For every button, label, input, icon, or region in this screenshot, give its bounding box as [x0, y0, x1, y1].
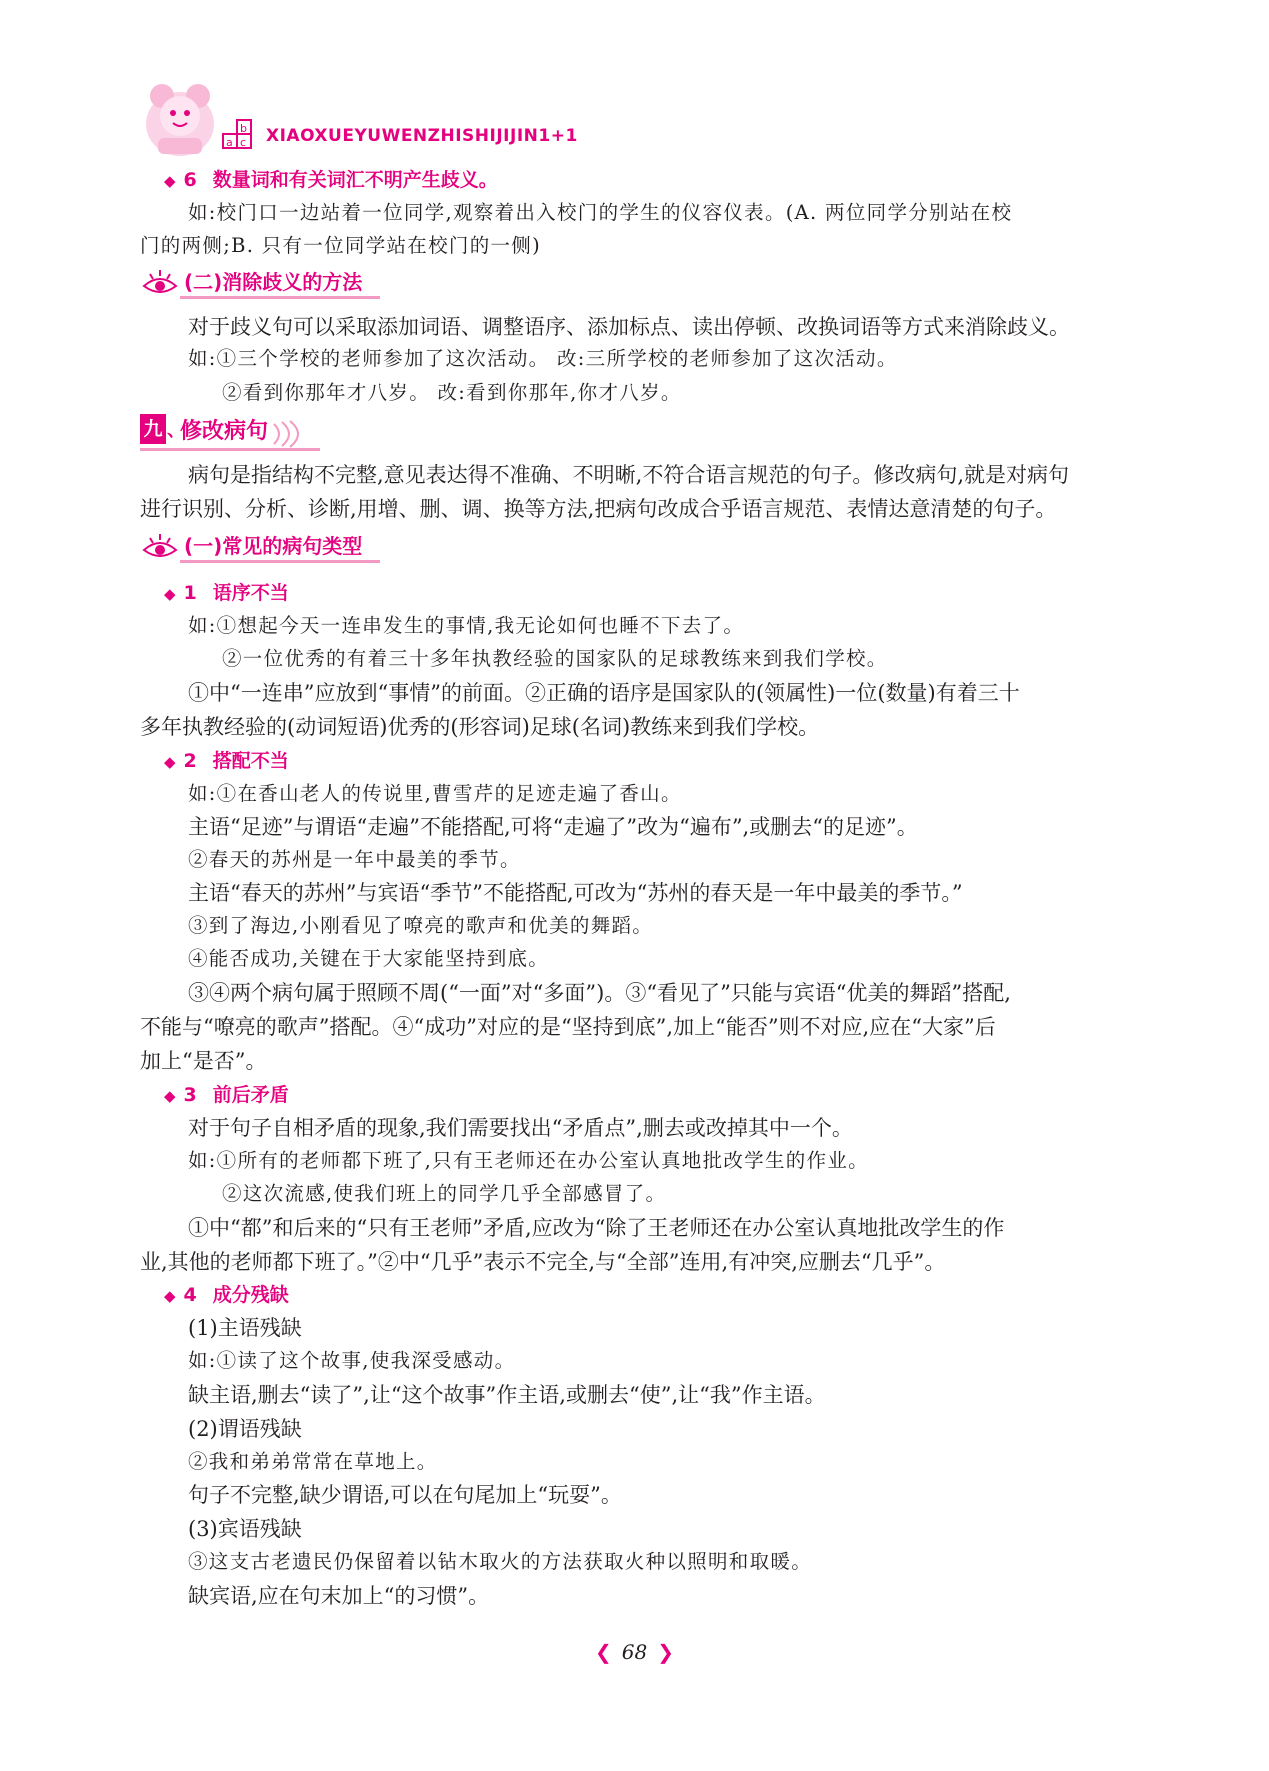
example-line: ②我和弟弟常常在草地上。 [188, 1450, 438, 1473]
example-line: 门的两侧;B. 只有一位同学站在校门的一侧) [140, 234, 542, 257]
abc-blocks-icon [222, 118, 266, 154]
example-line: ③这支古老遗民仍保留着以钻木取火的方法获取火种以照明和取暖。 [188, 1550, 813, 1573]
paragraph: 缺主语,删去“读了”,让“这个故事”作主语,或删去“使”,让“我”作主语。 [188, 1383, 826, 1407]
type1-heading: ◆ 1 语序不当 [164, 582, 289, 604]
paragraph: 对于歧义句可以采取添加词语、调整语序、添加标点、读出停顿、改换词语等方式来消除歧义。 [188, 315, 1070, 339]
chapter-title: 修改病句 [180, 419, 269, 444]
paragraph: ①中“一连串”应放到“事情”的前面。②正确的语序是国家队的(领属性)一位(数量)有着三十 [188, 681, 1020, 705]
diamond-bullet-icon: ◆ [164, 172, 176, 190]
sub-label: (3)宾语残缺 [188, 1517, 302, 1541]
svg-text:a: a [226, 136, 233, 149]
example-line: ④能否成功,关键在于大家能坚持到底。 [188, 947, 550, 970]
example-line: ③到了海边,小刚看见了嘹亮的歌声和优美的舞蹈。 [188, 914, 654, 937]
paragraph: 句子不完整,缺少谓语,可以在句尾加上“玩耍”。 [188, 1483, 622, 1507]
paragraph: 不能与“嘹亮的歌声”搭配。④“成功”对应的是“坚持到底”,加上“能否”则不对应,应在“大家”后 [140, 1015, 996, 1039]
sub-label: (1)主语残缺 [188, 1316, 302, 1340]
paragraph: 缺宾语,应在句末加上“的习惯”。 [188, 1584, 490, 1608]
example-line: 如:①所有的老师都下班了,只有王老师还在办公室认真地批改学生的作业。 [188, 1149, 869, 1172]
subsection-heading: (一)常见的病句类型 [140, 528, 420, 562]
paragraph: 病句是指结构不完整,意见表达得不准确、不明晰,不符合语言规范的句子。修改病句,就是对病句 [188, 463, 1070, 487]
header-title: XIAOXUEYUWENZHISHIJIJIN1+1 [266, 126, 578, 146]
eye-icon [140, 532, 180, 562]
example-line: 如:①读了这个故事,使我深受感动。 [188, 1349, 516, 1372]
heading-underline [180, 296, 380, 299]
paragraph: 进行识别、分析、诊断,用增、删、调、换等方法,把病句改成合乎语言规范、表情达意清楚的句子。 [140, 497, 1057, 521]
type4-heading: ◆ 4 成分残缺 [164, 1284, 289, 1306]
heading-underline [180, 560, 380, 563]
svg-text:c: c [240, 136, 247, 149]
sub-label: (2)谓语残缺 [188, 1417, 302, 1441]
diamond-bullet-icon: ◆ [164, 1287, 176, 1305]
paragraph: 多年执教经验的(动词短语)优秀的(形容词)足球(名词)教练来到我们学校。 [140, 715, 820, 739]
example-line: ②看到你那年才八岁。 改:看到你那年,你才八岁。 [222, 381, 682, 404]
paragraph: 主语“足迹”与谓语“走遍”不能搭配,可将“走遍了”改为“遍布”,或删去“的足迹”。 [188, 815, 918, 839]
subsection-heading: (二)消除歧义的方法 [140, 264, 420, 298]
paragraph: ①中“都”和后来的“只有王老师”矛盾,应改为“除了王老师还在办公室认真地批改学生的作 [188, 1216, 1005, 1240]
diamond-bullet-icon: ◆ [164, 753, 176, 771]
right-arrow-icon: ❯ [657, 1640, 674, 1664]
chapter-badge: 九 [140, 414, 166, 444]
paragraph: 业,其他的老师都下班了。”②中“几乎”表示不完全,与“全部”连用,有冲突,应删去“几乎”。 [140, 1250, 946, 1274]
paragraph: 主语“春天的苏州”与宾语“季节”不能搭配,可改为“苏州的春天是一年中最美的季节。” [188, 881, 963, 905]
example-line: 如:①三个学校的老师参加了这次活动。 改:三所学校的老师参加了这次活动。 [188, 347, 898, 370]
example-line: 如:①想起今天一连串发生的事情,我无论如何也睡不下去了。 [188, 614, 745, 637]
type3-heading: ◆ 3 前后矛盾 [164, 1084, 289, 1106]
heading-underline [140, 448, 320, 451]
example-line: ②这次流感,使我们班上的同学几乎全部感冒了。 [222, 1182, 667, 1205]
paragraph: 对于句子自相矛盾的现象,我们需要找出“矛盾点”,删去或改掉其中一个。 [188, 1116, 853, 1140]
example-line: 如:①在香山老人的传说里,曹雪芹的足迹走遍了香山。 [188, 782, 682, 805]
example-line: ②春天的苏州是一年中最美的季节。 [188, 848, 521, 871]
chapter-heading: 九 、 修改病句 [140, 412, 320, 452]
diamond-bullet-icon: ◆ [164, 585, 176, 603]
page-number: ❮ 68 ❯ [595, 1640, 674, 1664]
page-header [140, 82, 640, 162]
paragraph: 加上“是否”。 [140, 1049, 267, 1073]
left-arrow-icon: ❮ [595, 1640, 612, 1664]
type2-heading: ◆ 2 搭配不当 [164, 750, 289, 772]
mascot-icon [140, 82, 220, 160]
svg-text:b: b [240, 122, 247, 135]
example-line: ②一位优秀的有着三十多年执教经验的国家队的足球教练来到我们学校。 [222, 647, 888, 670]
paragraph: ③④两个病句属于照顾不周(“一面”对“多面”)。③“看见了”只能与宾语“优美的舞蹈”搭配, [188, 981, 1011, 1005]
example-line: 如:校门口一边站着一位同学,观察着出入校门的学生的仪容仪表。(A. 两位同学分别站在校 [188, 201, 1013, 224]
section6-heading: ◆ 6 数量词和有关词汇不明产生歧义。 [164, 169, 498, 191]
signal-waves-icon [270, 420, 310, 448]
diamond-bullet-icon: ◆ [164, 1087, 176, 1105]
eye-icon [140, 268, 180, 298]
